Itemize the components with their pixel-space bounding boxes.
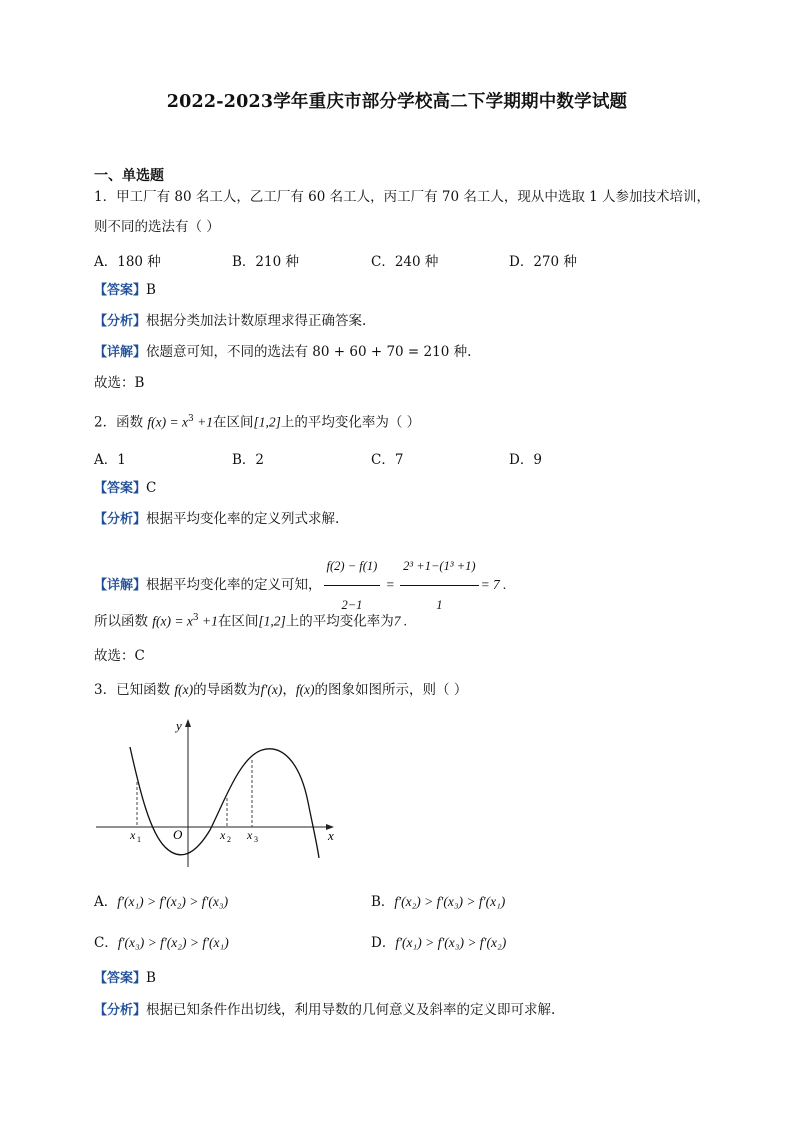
q2-conclusion-value: 7 . — [393, 613, 408, 629]
q2-conclusion-pre: 所以函数 — [94, 613, 153, 630]
q1-detail-row — [94, 342, 471, 363]
q2-option-c: C．7 — [371, 452, 404, 468]
answer-tag: 【答案】 — [94, 283, 147, 298]
q1-option-a: A．180 种 — [94, 254, 161, 270]
q3-fx: f(x) — [174, 682, 194, 697]
origin-label: O — [173, 827, 183, 842]
q3-option-b-text: f′(x₂) > f′(x₃) > f′(x₁) — [394, 894, 506, 909]
q1-stem-line2: 则不同的选法有（ ） — [94, 219, 220, 235]
q1-stem-line1: 1．甲工厂有 80 名工人，乙工厂有 60 名工人，丙工厂有 70 名工人，现从中选取 1 人参加技术培训， — [94, 189, 711, 205]
y-axis-arrow — [185, 719, 191, 727]
y-label: y — [176, 718, 182, 733]
q2-conclusion-tail: +1 — [198, 613, 218, 629]
q2-conclusion-exp: 3 — [192, 613, 199, 623]
q3-stem-pre: 3．已知函数 — [94, 682, 175, 698]
x-label: x — [328, 828, 334, 843]
q3-stem — [94, 680, 467, 700]
q2-frac2-den: 1 — [436, 598, 443, 612]
q3-analysis: 根据已知条件作出切线，利用导数的几何意义及斜率的定义即可求解. — [146, 1002, 556, 1018]
q2-func-exp: 3 — [187, 414, 194, 424]
q2-option-d: D．9 — [509, 452, 542, 468]
q2-stem-post: 上的平均变化率为（ ） — [280, 414, 421, 431]
q3-option-c — [94, 931, 229, 951]
q2-func: f(x) = x — [147, 414, 188, 430]
q2-stem-pre: 2．函数 — [94, 414, 148, 431]
q3-fpx: f′(x) — [260, 682, 283, 697]
detail-tag: 【详解】 — [94, 345, 147, 360]
page-title: 2022-2023学年重庆市部分学校高二下学期期中数学试题 — [166, 92, 628, 112]
q3-answer: B — [146, 970, 156, 986]
q2-conclusion — [94, 608, 407, 632]
q1-option-d: D．270 种 — [509, 254, 577, 270]
q2-frac1-num: f(2) − f(1) — [324, 548, 381, 586]
q3-fx2: f(x) — [295, 682, 315, 697]
q2-fraction-2 — [400, 548, 478, 623]
q3-answer-row — [94, 968, 156, 989]
q3-option-b — [371, 890, 505, 910]
x3-subscript: 3 — [254, 835, 258, 844]
x1-subscript: 1 — [137, 835, 141, 844]
section-heading: 一、单选题 — [94, 168, 164, 184]
q1-answer-row — [94, 280, 156, 301]
q2-conclusion-mid: 在区间 — [217, 613, 259, 630]
q2-conclusion-post: 上的平均变化率为 — [285, 613, 394, 630]
q1-detail: 依题意可知，不同的选法有 80 + 60 + 70 = 210 种. — [146, 344, 472, 360]
detail-tag: 【详解】 — [94, 578, 147, 593]
q1-choose: 故选：B — [94, 375, 145, 391]
q3-stem-mid2: ， — [282, 682, 296, 698]
q2-analysis: 根据平均变化率的定义列式求解. — [146, 511, 340, 527]
x3-label: x — [247, 828, 253, 842]
analysis-tag: 【分析】 — [94, 512, 147, 527]
q2-detail-row: 【详解】根据平均变化率的定义可知， $\frac{f(2) - f(1)}{2-1}$ = $\frac{\text{2³ +1−(1³ +1)}}{1}$ = 7 . — [94, 548, 507, 623]
q2-answer-row — [94, 478, 156, 499]
q2-option-b: B．2 — [232, 452, 265, 468]
q2-stem — [94, 409, 420, 433]
q2-option-a: A．1 — [94, 452, 126, 468]
q3-option-a-text: f′(x₁) > f′(x₂) > f′(x₃) — [117, 894, 229, 909]
q3-option-b-label: B． — [371, 894, 395, 910]
q3-option-a-label: A． — [94, 894, 118, 910]
x2-label: x — [220, 828, 226, 842]
q2-analysis-row — [94, 509, 339, 530]
q1-option-c: C．240 种 — [371, 254, 439, 270]
q2-frac1-den: 2−1 — [341, 598, 363, 612]
q2-conclusion-func: f(x) = x — [152, 613, 193, 629]
q3-option-d-text: f′(x₁) > f′(x₃) > f′(x₂) — [395, 935, 507, 950]
q1-answer: B — [146, 282, 156, 298]
q1-option-b: B．210 种 — [232, 254, 299, 270]
q2-conclusion-interval: [1,2] — [258, 613, 286, 629]
q1-analysis-row — [94, 311, 366, 332]
q3-option-c-label: C． — [94, 935, 118, 951]
x1-label: x — [130, 828, 136, 842]
q2-func-tail: +1 — [193, 414, 213, 430]
q2-answer: C — [146, 480, 157, 496]
q3-stem-mid1: 的导函数为 — [193, 682, 261, 698]
q3-option-a — [94, 890, 228, 910]
q2-detail-pre: 根据平均变化率的定义可知， — [146, 577, 322, 593]
q2-result: = 7 . — [480, 577, 507, 592]
q3-option-c-text: f′(x₃) > f′(x₂) > f′(x₁) — [117, 935, 229, 950]
q3-option-d-label: D． — [371, 935, 396, 951]
function-graph — [90, 712, 350, 872]
analysis-tag: 【分析】 — [94, 314, 147, 329]
q2-interval: [1,2] — [253, 414, 281, 430]
q3-stem-post: 的图象如图所示，则（ ） — [314, 682, 468, 698]
q2-stem-mid: 在区间 — [212, 414, 254, 431]
analysis-tag: 【分析】 — [94, 1003, 147, 1018]
q3-analysis-row — [94, 1000, 555, 1021]
answer-tag: 【答案】 — [94, 481, 147, 496]
q2-choose: 故选：C — [94, 648, 145, 664]
x2-subscript: 2 — [227, 835, 231, 844]
q3-option-d — [371, 931, 506, 951]
q1-analysis: 根据分类加法计数原理求得正确答案. — [146, 313, 367, 329]
answer-tag: 【答案】 — [94, 971, 147, 986]
q2-frac2-num: 2³ +1−(1³ +1) — [400, 548, 478, 586]
